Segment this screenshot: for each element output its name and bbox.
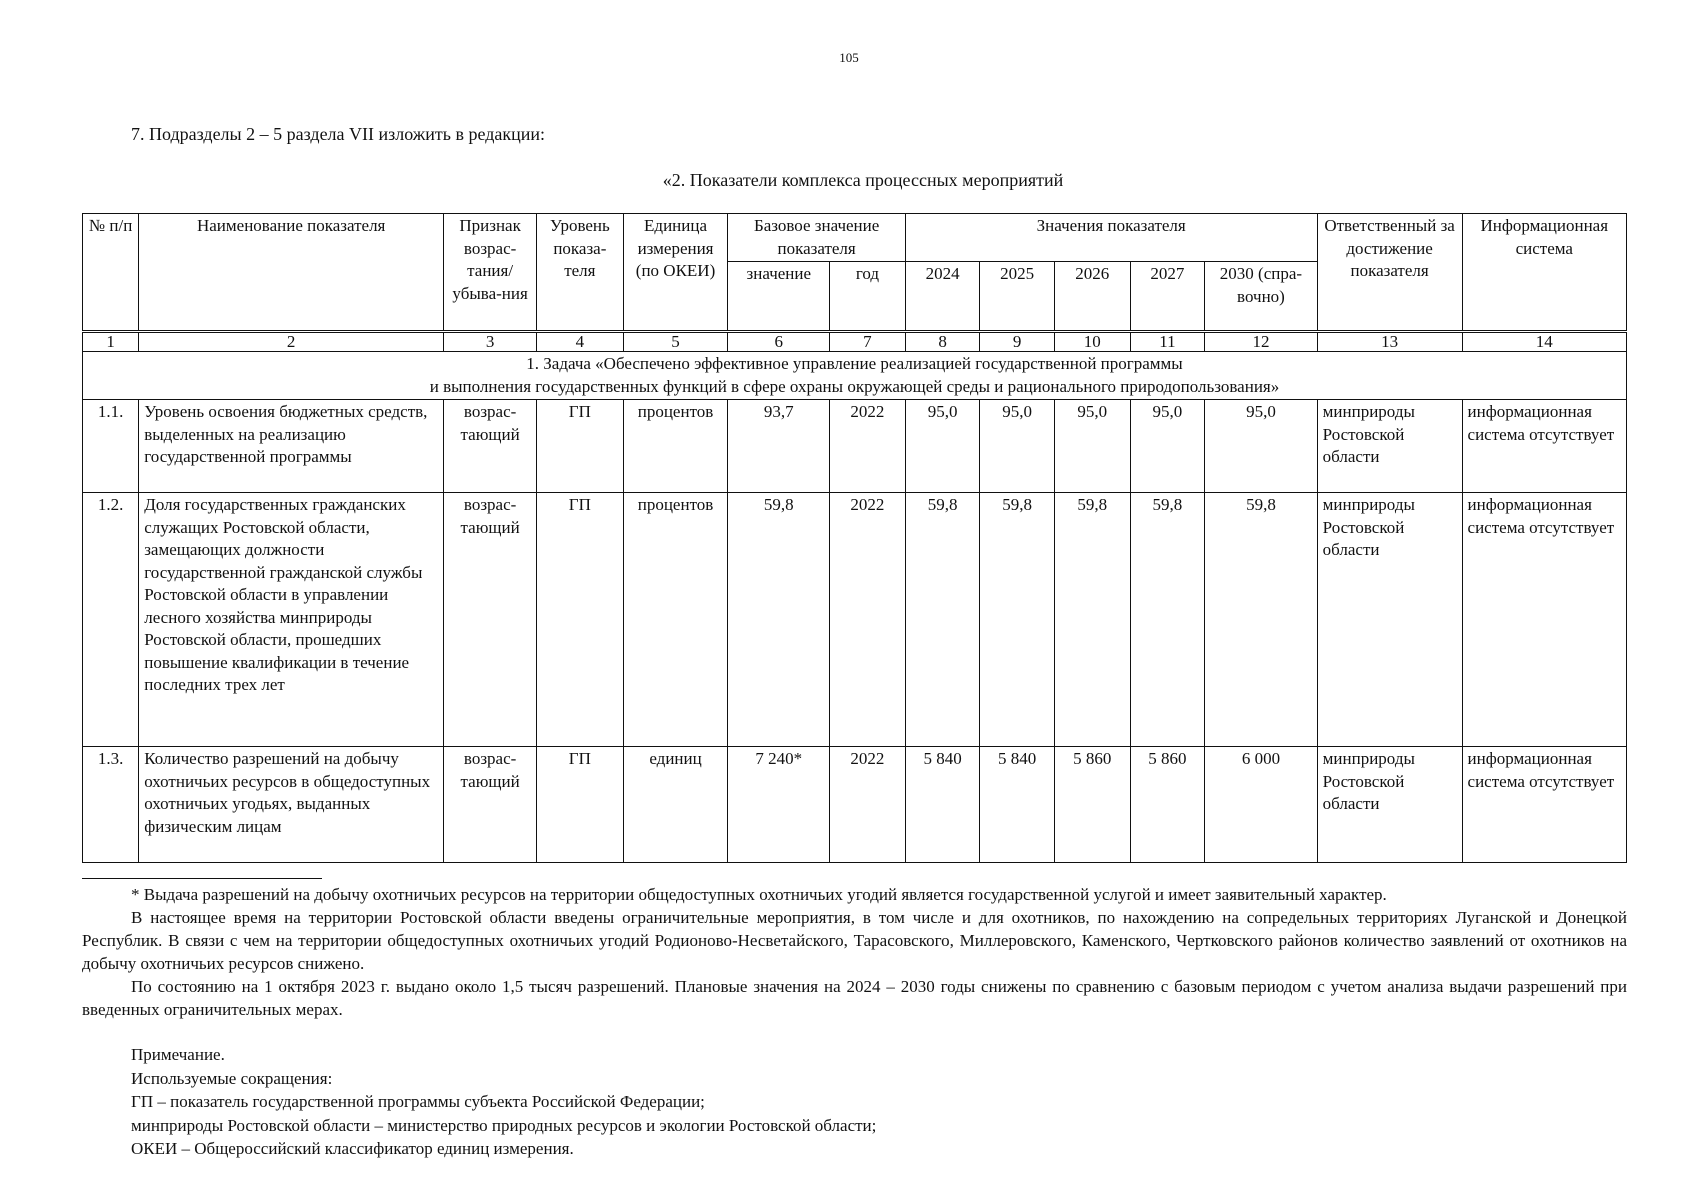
task-line-1: 1. Задача «Обеспечено эффективное управление реализацией государственной программы (526, 354, 1183, 373)
row-base-value: 93,7 (728, 400, 830, 493)
column-number: 8 (905, 332, 980, 352)
header-row-1 (83, 214, 1627, 262)
row-sign: возрас-тающий (444, 493, 537, 747)
column-number: 12 (1205, 332, 1317, 352)
row-value-2026: 5 860 (1054, 747, 1130, 863)
row-base-year: 2022 (830, 400, 906, 493)
row-system: информационная система отсутствует (1462, 747, 1626, 863)
row-base-year: 2022 (830, 747, 906, 863)
row-system: информационная система отсутствует (1462, 493, 1626, 747)
row-name: Доля государственных гражданских служащих Ростовской области, замещающих должности государственной гражданской службы Ростовской области в управлении лесного хозяйства минприроды Ростовской области, прошедших повышение квалификации в течение последних трех лет (139, 493, 444, 747)
row-value-2024: 5 840 (905, 747, 980, 863)
column-number: 1 (83, 332, 139, 352)
row-value-2027: 59,8 (1130, 493, 1205, 747)
header-responsible: Ответственный за достижение показателя (1317, 214, 1462, 332)
task-line-2: и выполнения государственных функций в сфере охраны окружающей среды и рационального природопользования» (429, 376, 1280, 396)
header-values: Значения показателя (905, 214, 1317, 262)
row-base-year: 2022 (830, 493, 906, 747)
header-name: Наименование показателя (139, 214, 444, 332)
row-responsible: минприроды Ростовской области (1317, 747, 1462, 863)
page-number: 105 (839, 50, 859, 65)
row-value-2030: 95,0 (1205, 400, 1317, 493)
column-number: 2 (139, 332, 444, 352)
column-number: 10 (1054, 332, 1130, 352)
abbreviation-item: ОКЕИ – Общероссийский классификатор единиц измерения. (131, 1139, 574, 1158)
header-2030: 2030 (спра-вочно) (1205, 262, 1317, 332)
row-level: ГП (537, 493, 623, 747)
footnote-divider (82, 878, 322, 879)
row-unit: единиц (623, 747, 728, 863)
row-value-2024: 59,8 (905, 493, 980, 747)
row-value-2025: 59,8 (980, 493, 1055, 747)
row-value-2027: 5 860 (1130, 747, 1205, 863)
header-num: № п/п (83, 214, 139, 332)
header-base-value: значение (728, 262, 830, 332)
column-number: 14 (1462, 332, 1626, 352)
task-row (83, 352, 1627, 400)
row-level: ГП (537, 400, 623, 493)
indicators-table (82, 213, 1627, 863)
column-number: 7 (830, 332, 906, 352)
row-unit: процентов (623, 400, 728, 493)
header-2025: 2025 (980, 262, 1055, 332)
footnote-paragraph: В настоящее время на территории Ростовской области введены ограничительные мероприятия, в том числе и для охотников, по нахождению на сопредельных территориях Луганской и Донецкой Республик. В связи с чем на территории общедоступных охотничьих угодий Родионово-Несветайского, Тарасовского, Миллеровского, Каменского, Чертковского районов количество заявлений от охотников на добычу охотничьих ресурсов снижено. (82, 908, 1627, 973)
row-sign: возрас-тающий (444, 400, 537, 493)
task-heading (83, 352, 1627, 400)
table-row (83, 493, 1627, 747)
header-2024: 2024 (905, 262, 980, 332)
footnote-paragraph: По состоянию на 1 октября 2023 г. выдано около 1,5 тысяч разрешений. Плановые значения на 2024 – 2030 годы снижены по сравнению с базовым периодом с учетом анализа выдачи разрешений при введенных ограничительных мерах. (82, 977, 1627, 1019)
abbreviation-item: минприроды Ростовской области – министерство природных ресурсов и экологии Ростовской области; (131, 1115, 877, 1135)
note-label: Примечание. (131, 1045, 225, 1064)
header-system: Информационная система (1462, 214, 1626, 332)
row-num: 1.1. (83, 400, 139, 493)
row-system: информационная система отсутствует (1462, 400, 1626, 493)
row-name: Количество разрешений на добычу охотничьих ресурсов в общедоступных охотничьих угодьях, выданных физическим лицам (139, 747, 444, 863)
column-number: 3 (444, 332, 537, 352)
column-number: 9 (980, 332, 1055, 352)
row-value-2025: 95,0 (980, 400, 1055, 493)
column-number: 13 (1317, 332, 1462, 352)
header-base: Базовое значение показателя (728, 214, 905, 262)
abbreviation-item: ГП – показатель государственной программы субъекта Российской Федерации; (131, 1092, 705, 1111)
row-responsible: минприроды Ростовской области (1317, 493, 1462, 747)
row-sign: возрас-тающий (444, 747, 537, 863)
header-2027: 2027 (1130, 262, 1205, 332)
row-responsible: минприроды Ростовской области (1317, 400, 1462, 493)
row-num: 1.3. (83, 747, 139, 863)
row-value-2026: 95,0 (1054, 400, 1130, 493)
abbreviations-note (131, 1043, 1611, 1161)
column-number: 5 (623, 332, 728, 352)
header-2026: 2026 (1054, 262, 1130, 332)
column-number: 11 (1130, 332, 1205, 352)
row-value-2030: 6 000 (1205, 747, 1317, 863)
row-base-value: 59,8 (728, 493, 830, 747)
row-name: Уровень освоения бюджетных средств, выделенных на реализацию государственной программы (139, 400, 444, 493)
abbreviations-label: Используемые сокращения: (131, 1068, 333, 1088)
table-title: «2. Показатели комплекса процессных мероприятий (662, 170, 1064, 190)
row-level: ГП (537, 747, 623, 863)
table-row (83, 747, 1627, 863)
row-value-2027: 95,0 (1130, 400, 1205, 493)
footnote-paragraph: * Выдача разрешений на добычу охотничьих ресурсов на территории общедоступных охотничьих угодий является государственной услугой и имеет заявительный характер. (131, 885, 1387, 904)
column-numbers-row (83, 332, 1627, 352)
header-base-year: год (830, 262, 906, 332)
intro-text: 7. Подразделы 2 – 5 раздела VII изложить в редакции: (131, 124, 545, 144)
row-value-2030: 59,8 (1205, 493, 1317, 747)
row-value-2026: 59,8 (1054, 493, 1130, 747)
row-value-2024: 95,0 (905, 400, 980, 493)
row-value-2025: 5 840 (980, 747, 1055, 863)
row-num: 1.2. (83, 493, 139, 747)
row-base-value: 7 240* (728, 747, 830, 863)
footnotes (82, 883, 1627, 1021)
header-sign: Признак возрас-тания/ убыва-ния (444, 214, 537, 332)
column-number: 6 (728, 332, 830, 352)
column-number: 4 (537, 332, 623, 352)
row-unit: процентов (623, 493, 728, 747)
header-level: Уровень показа-теля (537, 214, 623, 332)
table-row (83, 400, 1627, 493)
header-unit: Единица измерения (по ОКЕИ) (623, 214, 728, 332)
